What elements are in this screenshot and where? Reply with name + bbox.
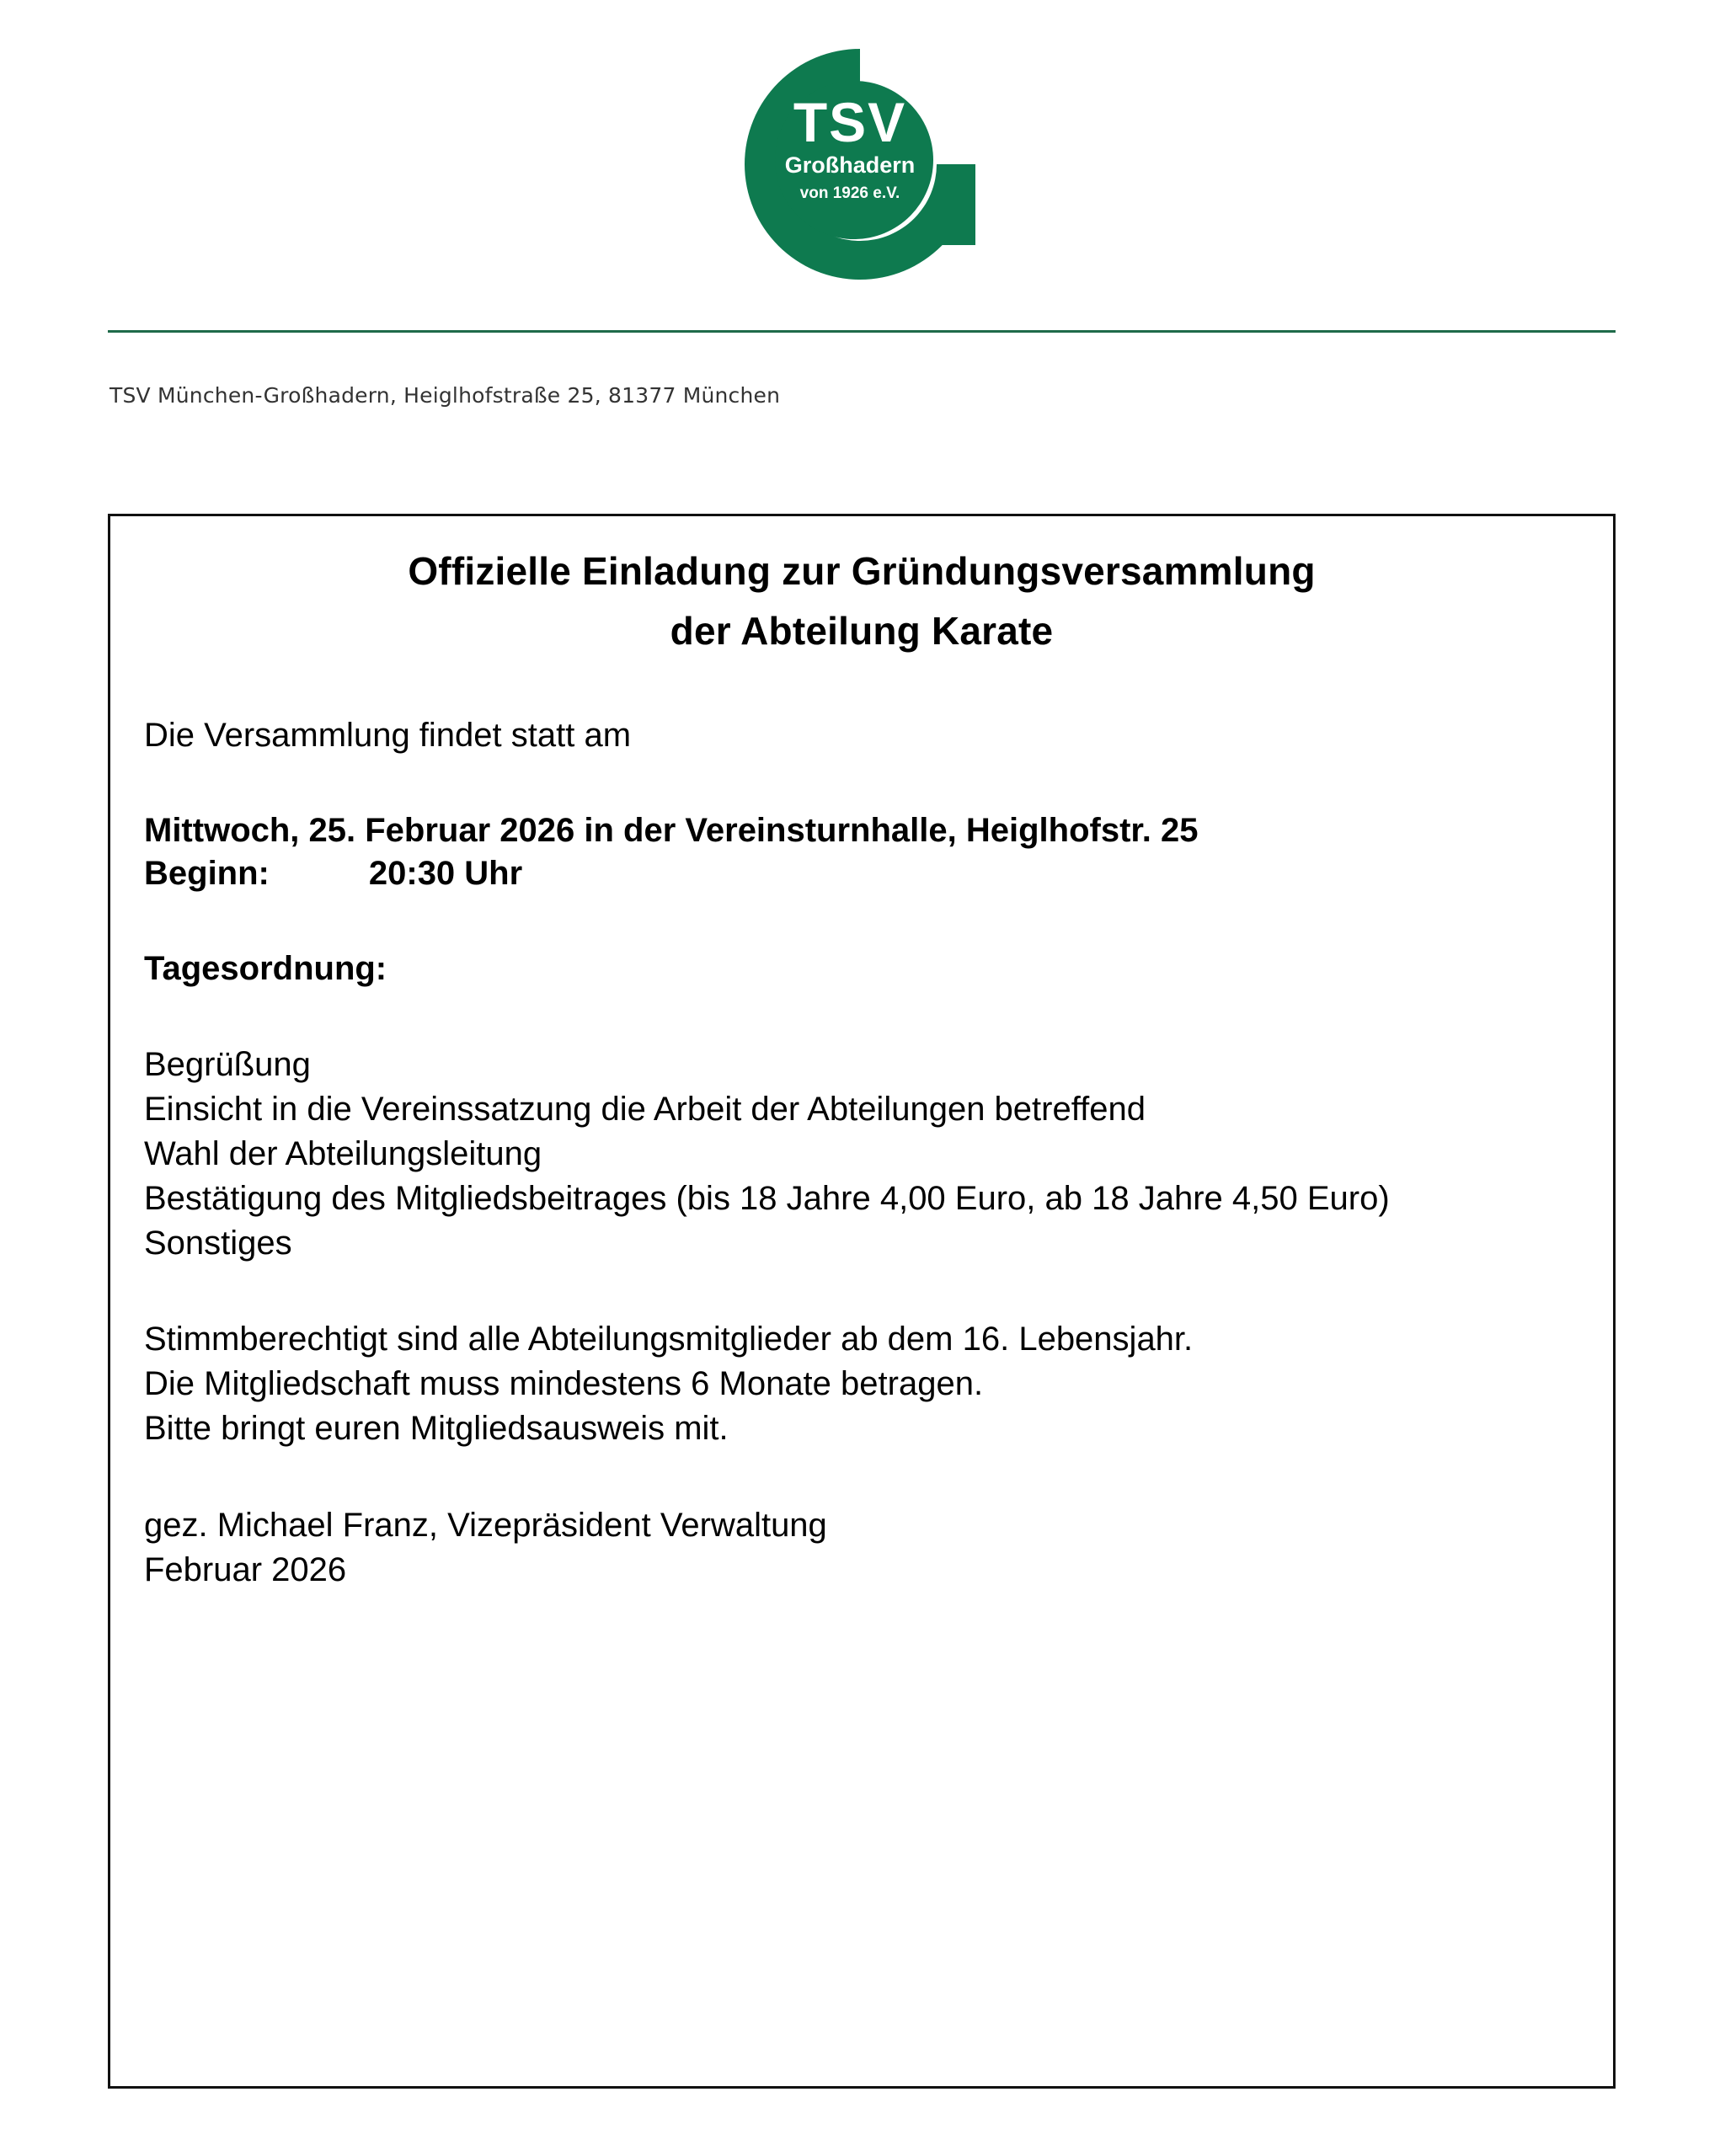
invitation-box bbox=[108, 514, 1616, 2089]
note-line: Stimmberechtigt sind alle Abteilungsmitglieder ab dem 16. Lebensjahr. bbox=[144, 1321, 1194, 1358]
document-title bbox=[110, 542, 1613, 662]
signature-line: gez. Michael Franz, Vizepräsident Verwaltung bbox=[144, 1506, 827, 1544]
event-start-label: Beginn: bbox=[144, 854, 270, 892]
agenda-item: Einsicht in die Vereinssatzung die Arbeit der Abteilungen betreffend bbox=[144, 1091, 1146, 1129]
sender-address-line: TSV München-Großhadern, Heiglhofstraße 25, 81377 München bbox=[110, 383, 781, 408]
note-line: Die Mitgliedschaft muss mindestens 6 Monate betragen. bbox=[144, 1365, 984, 1403]
title-line-2: der Abteilung Karate bbox=[670, 609, 1054, 654]
agenda-item: Bestätigung des Mitgliedsbeitrages (bis 18 Jahre 4,00 Euro, ab 18 Jahre 4,50 Euro) bbox=[144, 1179, 1390, 1217]
event-start-row bbox=[144, 852, 1579, 895]
agenda-item: Begrüßung bbox=[144, 1046, 311, 1084]
tsv-grosshadern-logo bbox=[729, 34, 991, 295]
svg-text:TSV: TSV bbox=[793, 91, 907, 153]
event-date-location: Mittwoch, 25. Februar 2026 in der Vereinsturnhalle, Heiglhofstr. 25 bbox=[144, 811, 1199, 849]
agenda-item: Wahl der Abteilungsleitung bbox=[144, 1134, 542, 1172]
logo-container bbox=[0, 34, 1720, 295]
signature-date: Februar 2026 bbox=[144, 1550, 347, 1588]
agenda-item: Sonstiges bbox=[144, 1224, 292, 1262]
event-start-time: 20:30 Uhr bbox=[368, 854, 523, 892]
invitation-body bbox=[110, 662, 1613, 1593]
agenda-heading: Tagesordnung: bbox=[144, 950, 387, 988]
intro-text: Die Versammlung findet statt am bbox=[144, 716, 632, 754]
note-line: Bitte bringt euren Mitgliedsausweis mit. bbox=[144, 1409, 729, 1447]
header-divider bbox=[108, 330, 1616, 333]
svg-text:Großhadern: Großhadern bbox=[784, 152, 916, 178]
svg-text:von 1926 e.V.: von 1926 e.V. bbox=[799, 184, 900, 202]
title-line-1: Offizielle Einladung zur Gründungsversammlung bbox=[408, 549, 1316, 593]
